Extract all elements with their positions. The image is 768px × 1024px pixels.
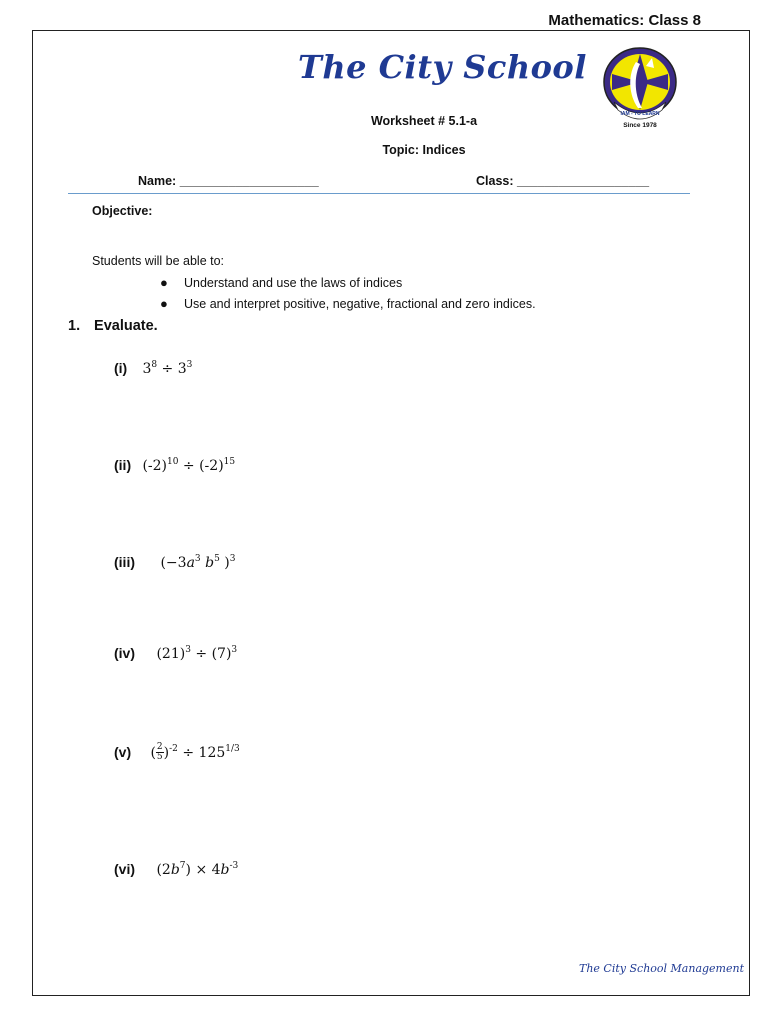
class-label: Class: bbox=[476, 174, 514, 188]
logo-since: Since 1978 bbox=[623, 122, 657, 129]
worksheet-topic: Topic: Indices bbox=[382, 143, 466, 157]
question-item bbox=[114, 645, 237, 662]
class-field[interactable] bbox=[476, 174, 649, 188]
subject-header: Mathematics: Class 8 bbox=[548, 12, 701, 29]
item-label: (vi) bbox=[114, 861, 135, 877]
item-expression: $3^8 \div 3^3$ bbox=[142, 360, 193, 377]
question-title: Evaluate. bbox=[94, 318, 158, 334]
question-item bbox=[114, 360, 192, 377]
bullet-icon: ● bbox=[160, 275, 168, 290]
school-title: The City School bbox=[298, 48, 587, 86]
bullet-icon: ● bbox=[160, 296, 168, 311]
item-expression: $(-2)^{10} \div (-2)^{15}$ bbox=[142, 457, 236, 474]
objective-item bbox=[160, 275, 536, 296]
name-label: Name: bbox=[138, 174, 177, 188]
question-item bbox=[114, 554, 235, 571]
item-label: (iv) bbox=[114, 645, 135, 661]
question-number: 1. bbox=[68, 318, 81, 334]
objective-list bbox=[160, 275, 536, 317]
question-item bbox=[114, 457, 235, 474]
objective-heading: Objective: bbox=[92, 204, 153, 218]
item-expression: $(21)^3 \div (7)^3$ bbox=[156, 645, 238, 662]
item-expression: $(2b^7) \times 4b^{-3}$ bbox=[156, 861, 239, 878]
footer-text: The City School Management bbox=[579, 962, 744, 975]
item-label: (i) bbox=[114, 360, 128, 376]
name-field[interactable] bbox=[138, 174, 319, 188]
question-item bbox=[114, 861, 238, 878]
class-blank[interactable]: ___________________ bbox=[517, 174, 650, 188]
item-label: (ii) bbox=[114, 457, 132, 473]
name-blank[interactable]: ____________________ bbox=[179, 174, 319, 188]
item-expression: ( $\frac{2}{5}$ )$^{-2} \div 125^{1/3}$ bbox=[150, 742, 240, 762]
objective-text: Use and interpret positive, negative, fractional and zero indices. bbox=[184, 297, 536, 311]
objective-text: Understand and use the laws of indices bbox=[184, 276, 403, 290]
worksheet-number: Worksheet # 5.1-a bbox=[370, 114, 478, 128]
item-expression: ($-3a^3$ $b^5$ )$^3$ bbox=[160, 554, 236, 571]
fraction: $\frac{2}{5}$ bbox=[156, 742, 163, 762]
logo-motto: IAM - TO LEARN bbox=[620, 111, 660, 117]
item-label: (iii) bbox=[114, 554, 135, 570]
question-item bbox=[114, 743, 240, 762]
objective-item bbox=[160, 296, 536, 317]
item-label: (v) bbox=[114, 743, 132, 760]
header-divider bbox=[68, 193, 690, 194]
objective-intro: Students will be able to: bbox=[92, 254, 225, 268]
question-heading bbox=[68, 318, 158, 334]
